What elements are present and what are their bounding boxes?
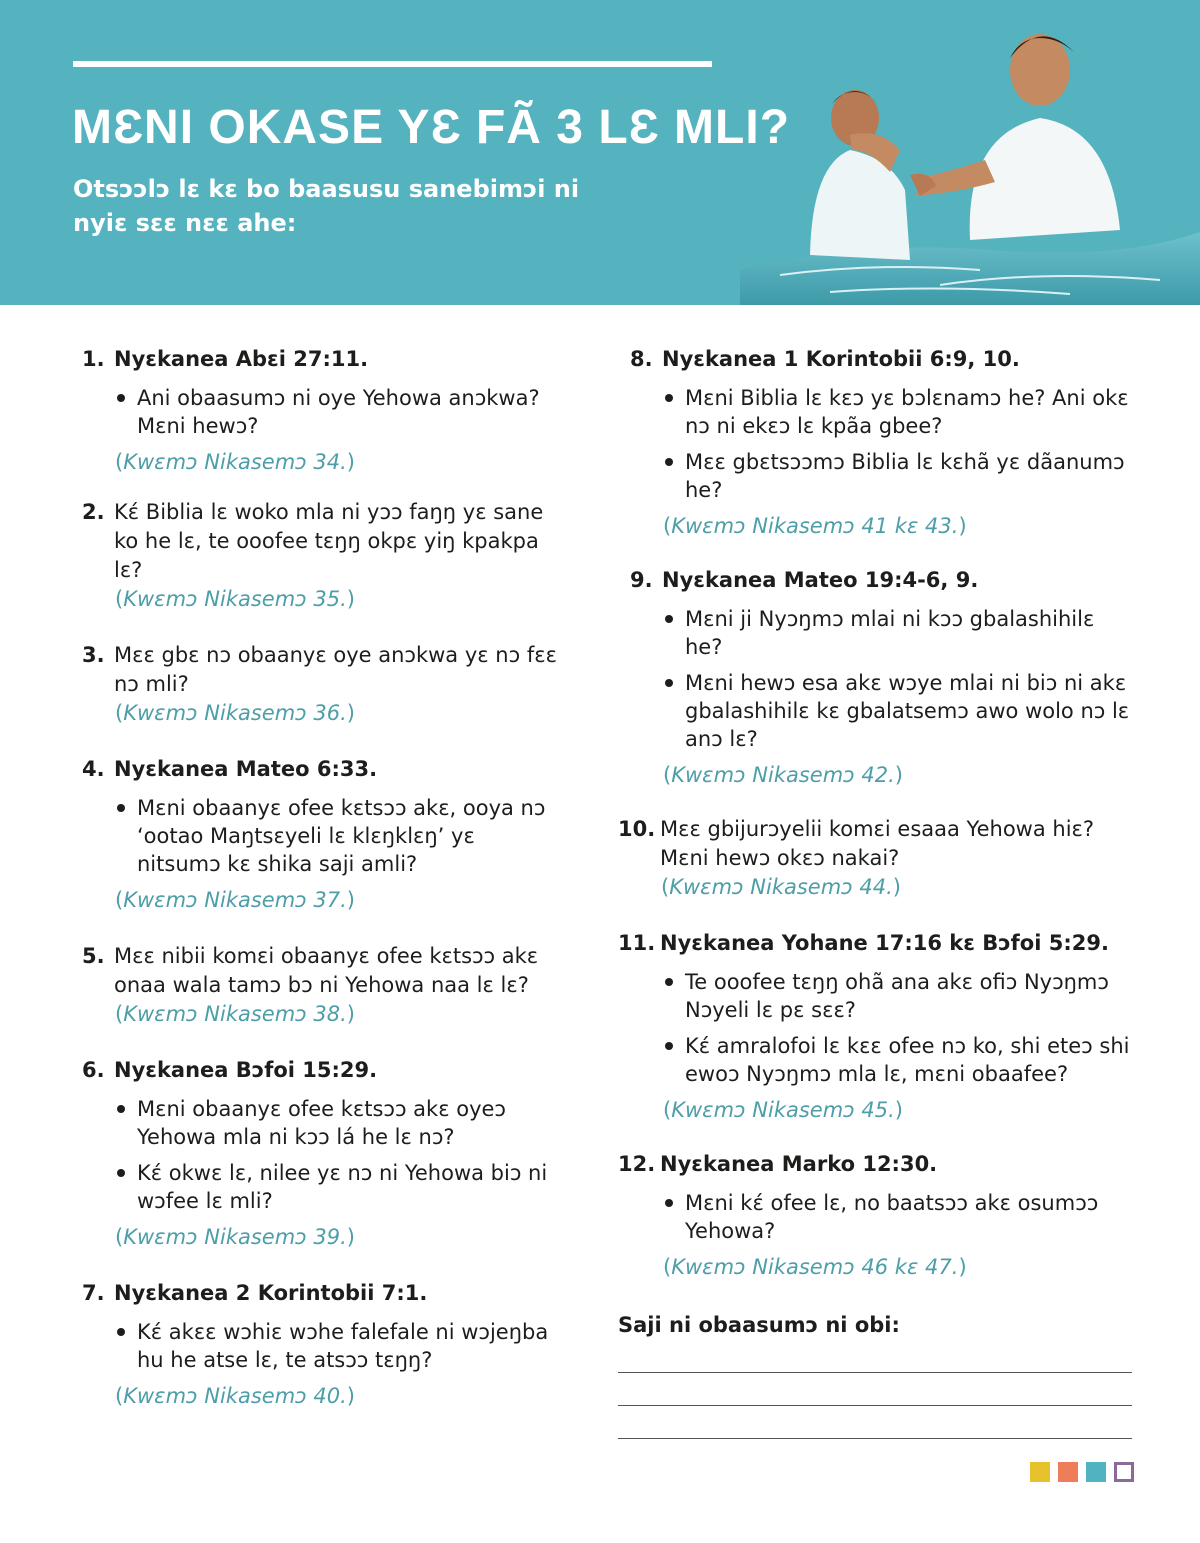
question-number: 5. [82, 944, 105, 968]
reference-link[interactable]: (Kwɛmɔ Nikasemɔ 36.) [115, 701, 355, 725]
question-number: 7. [82, 1281, 105, 1305]
reference-link[interactable]: (Kwɛmɔ Nikasemɔ 40.) [115, 1384, 355, 1408]
page-subtitle: Otsɔɔlɔ lɛ kɛ bo baasusu sanebimɔi ni nyiɛ sɛɛ nɛɛ ahe: [73, 175, 580, 237]
orange-square [1058, 1462, 1078, 1482]
question-bullet: Kɛ́ okwɛ lɛ, nilee yɛ nɔ ni Yehowa biɔ ni wɔfee lɛ mli? [82, 1159, 562, 1215]
question-3 [82, 641, 562, 727]
question-number: 3. [82, 643, 105, 667]
reference-link[interactable]: (Kwɛmɔ Nikasemɔ 45.) [663, 1098, 903, 1122]
reference-link[interactable]: (Kwɛmɔ Nikasemɔ 46 kɛ 47.) [663, 1255, 967, 1279]
question-9 [618, 566, 1138, 789]
reference-link[interactable]: (Kwɛmɔ Nikasemɔ 37.) [115, 888, 355, 912]
reference-link[interactable]: (Kwɛmɔ Nikasemɔ 41 kɛ 43.) [663, 514, 967, 538]
question-2 [82, 498, 562, 613]
left-column [82, 345, 562, 1410]
question-title: Nyɛkanea Yohane 17:16 kɛ Bɔfoi 5:29. [660, 931, 1109, 955]
question-bullet: Kɛ́ amralofoi lɛ kɛɛ ofee nɔ ko, shi eteɔ shi ewoɔ Nyɔŋmɔ mla lɛ, mɛni obaafee? [630, 1032, 1138, 1088]
writing-line-1[interactable] [618, 1372, 1132, 1373]
question-number: 6. [82, 1058, 105, 1082]
question-number: 1. [82, 347, 105, 371]
reference-link[interactable]: (Kwɛmɔ Nikasemɔ 42.) [663, 763, 903, 787]
question-bullet: Ani obaasumɔ ni oye Yehowa anɔkwa? Mɛni hewɔ? [82, 384, 562, 440]
question-number: 11. [618, 931, 656, 955]
question-4 [82, 755, 562, 914]
question-number: 9. [630, 568, 653, 592]
right-column [618, 345, 1138, 1439]
question-7 [82, 1279, 562, 1410]
question-number: 4. [82, 757, 105, 781]
question-11 [618, 929, 1138, 1124]
question-bullet: Mɛni kɛ́ ofee lɛ, no baatsɔɔ akɛ osumɔɔ Yehowa? [630, 1189, 1138, 1245]
question-number: 8. [630, 347, 653, 371]
question-1 [82, 345, 562, 476]
question-6 [82, 1056, 562, 1251]
question-title: Nyɛkanea Bɔfoi 15:29. [114, 1058, 378, 1082]
reference-link[interactable]: (Kwɛmɔ Nikasemɔ 34.) [115, 450, 355, 474]
question-title: Nyɛkanea Mateo 19:4-6, 9. [662, 568, 979, 592]
writing-line-2[interactable] [618, 1405, 1132, 1406]
header-banner [0, 0, 1200, 305]
question-5 [82, 942, 562, 1028]
reference-link[interactable]: (Kwɛmɔ Nikasemɔ 44.) [661, 875, 901, 899]
color-squares-decoration [1030, 1462, 1142, 1482]
question-number: 2. [82, 500, 105, 524]
teal-square [1086, 1462, 1106, 1482]
question-title: Nyɛkanea Mateo 6:33. [114, 757, 378, 781]
question-title: Mɛɛ gbijurɔyelii komɛi esaaa Yehowa hiɛ? Mɛni hewɔ okɛɔ nakai? [660, 817, 1095, 870]
question-title: Kɛ́ Biblia lɛ woko mla ni yɔɔ faŋŋ yɛ sane ko he lɛ, te ooofee tɛŋŋ okpɛ yiŋ kpakpa lɛ? [114, 500, 544, 582]
question-bullet: Mɛɛ gbɛtsɔɔmɔ Biblia lɛ kɛhã yɛ dãanumɔ he? [630, 448, 1138, 504]
reference-link[interactable]: (Kwɛmɔ Nikasemɔ 35.) [115, 587, 355, 611]
question-title: Nyɛkanea 1 Korintobii 6:9, 10. [662, 347, 1020, 371]
question-10 [618, 815, 1138, 901]
question-title: Nyɛkanea Abɛi 27:11. [114, 347, 369, 371]
question-title: Mɛɛ gbɛ nɔ obaanyɛ oye anɔkwa yɛ nɔ fɛɛ nɔ mli? [114, 643, 557, 696]
yellow-square [1030, 1462, 1050, 1482]
question-bullet: Kɛ́ akɛɛ wɔhiɛ wɔhe falefale ni wɔjeŋba hu he atse lɛ, te atsɔɔ tɛŋŋ? [82, 1318, 562, 1374]
question-bullet: Te ooofee tɛŋŋ ohã ana akɛ ofiɔ Nyɔŋmɔ Nɔyeli lɛ pɛ sɛɛ? [630, 968, 1138, 1024]
page-title: MƐNI OKASE YƐ FÃ 3 LƐ MLI? [72, 101, 791, 154]
questions-to-ask-section [618, 1311, 1138, 1439]
question-bullet: Mɛni hewɔ esa akɛ wɔye mlai ni biɔ ni akɛ gbalashihilɛ kɛ gbalatsemɔ awo wolo nɔ lɛ anɔ lɛ? [630, 669, 1138, 753]
question-bullet: Mɛni ji Nyɔŋmɔ mlai ni kɔɔ gbalashihilɛ he? [630, 605, 1138, 661]
question-title: Nyɛkanea Marko 12:30. [660, 1152, 938, 1176]
question-bullet: Mɛni obaanyɛ ofee kɛtsɔɔ akɛ oyeɔ Yehowa mla ni kɔɔ lá he lɛ nɔ? [82, 1095, 562, 1151]
question-number: 10. [618, 817, 656, 841]
baptism-illustration [740, 0, 1200, 305]
reference-link[interactable]: (Kwɛmɔ Nikasemɔ 39.) [115, 1225, 355, 1249]
header-rule [73, 61, 712, 67]
question-8 [618, 345, 1138, 540]
purple-outline-square [1114, 1462, 1134, 1482]
question-title: Nyɛkanea 2 Korintobii 7:1. [114, 1281, 428, 1305]
question-12 [618, 1150, 1138, 1281]
question-bullet: Mɛni obaanyɛ ofee kɛtsɔɔ akɛ, ooya nɔ ‘ootao Maŋtsɛyeli lɛ klɛŋklɛŋ’ yɛ nitsumɔ kɛ shika saji amli? [82, 794, 562, 878]
question-number: 12. [618, 1152, 656, 1176]
question-bullet: Mɛni Biblia lɛ kɛɔ yɛ bɔlɛnamɔ he? Ani okɛ nɔ ni ekɛɔ lɛ kpãa gbee? [630, 384, 1138, 440]
writing-line-3[interactable] [618, 1438, 1132, 1439]
reference-link[interactable]: (Kwɛmɔ Nikasemɔ 38.) [115, 1002, 355, 1026]
question-title: Mɛɛ nibii komɛi obaanyɛ ofee kɛtsɔɔ akɛ onaa wala tamɔ bɔ ni Yehowa naa lɛ lɛ? [114, 944, 539, 997]
questions-to-ask-label: Saji ni obaasumɔ ni obi: [618, 1313, 900, 1337]
